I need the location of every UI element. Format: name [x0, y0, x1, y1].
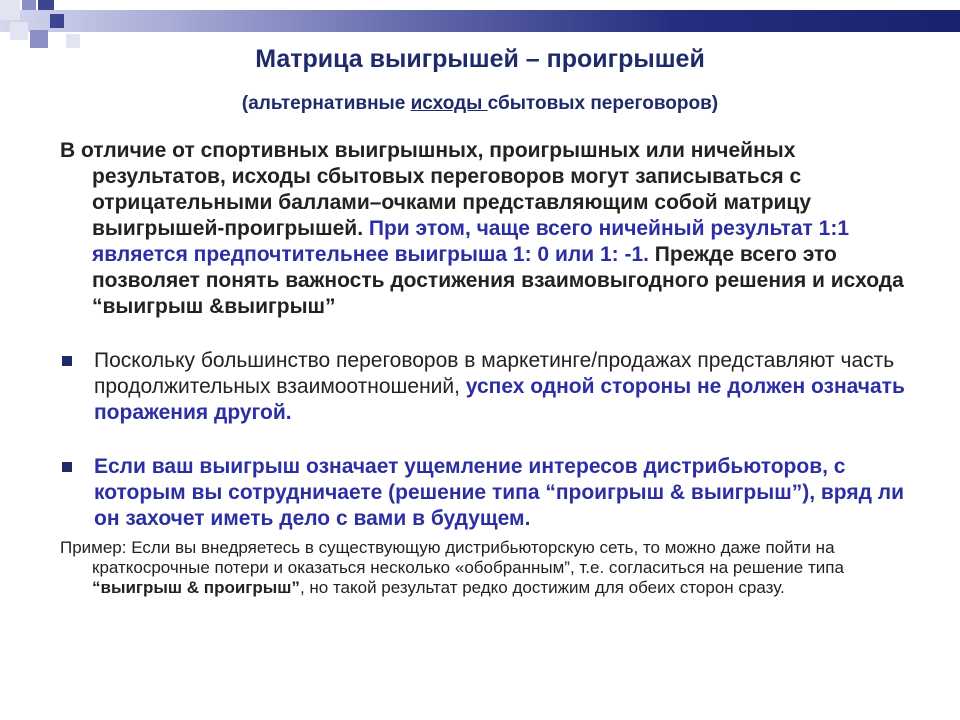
decor-square [10, 22, 28, 40]
header-gradient-bar [0, 10, 960, 32]
intro-part3: Прежде всего это позволяет понять важность достижения взаимовыгодного решения и исхода “выигрыш &выигрыш” [92, 243, 904, 318]
example-before: Пример: Если вы внедряетесь в существующую дистрибьюторскую сеть, то можно даже пойти на краткосрочные потери и оказаться несколько «обобранным”, т.е. согласиться на решение типа [60, 538, 844, 577]
bullet-1-text: Поскольку большинство переговоров в маркетинге/продажах представляют часть продолжительных взаимоотношений, [94, 349, 895, 398]
slide-content [60, 138, 910, 598]
bullet-2-text: Если ваш выигрыш означает ущемление интересов дистрибьюторов, с которым вы сотрудничаете (решение типа “проигрыш & выигрыш”), вряд ли он захочет иметь дело с вами в будущем. [94, 455, 904, 530]
subtitle-before: (альтернативные [241, 93, 411, 114]
decor-square [0, 0, 20, 20]
intro-paragraph [60, 138, 910, 320]
example-paragraph [60, 538, 910, 598]
slide-subtitle [0, 92, 960, 116]
decor-square [22, 0, 36, 10]
bullet-item-1 [60, 348, 910, 426]
decor-square [50, 14, 64, 28]
bullet-1-highlight: успех одной стороны не должен означать поражения другой. [94, 375, 905, 424]
intro-part1: В отличие от спортивных выигрышных, проигрышных или ничейных результатов, исходы сбытовых переговоров могут записываться с отрицательными баллами–очками представляющим собой матрицу выигрышей-проигрышей. [60, 139, 812, 240]
square-bullet-icon [62, 462, 72, 472]
decor-square [38, 0, 54, 10]
intro-part2-highlight: При этом, чаще всего ничейный результат 1:1 является предпочтительнее выигрыша 1: 0 или 1: -1. [92, 217, 849, 266]
bullet-item-2 [60, 454, 910, 532]
slide-title: Матрица выигрышей – проигрышей [255, 45, 705, 73]
example-bold: “выигрыш & проигрыш” [92, 578, 300, 597]
example-after: , но такой результат редко достижим для обеих сторон сразу. [299, 578, 785, 597]
square-bullet-icon [62, 356, 72, 366]
subtitle-after: сбытовых переговоров) [487, 93, 719, 114]
subtitle-underlined: исходы [410, 93, 488, 114]
